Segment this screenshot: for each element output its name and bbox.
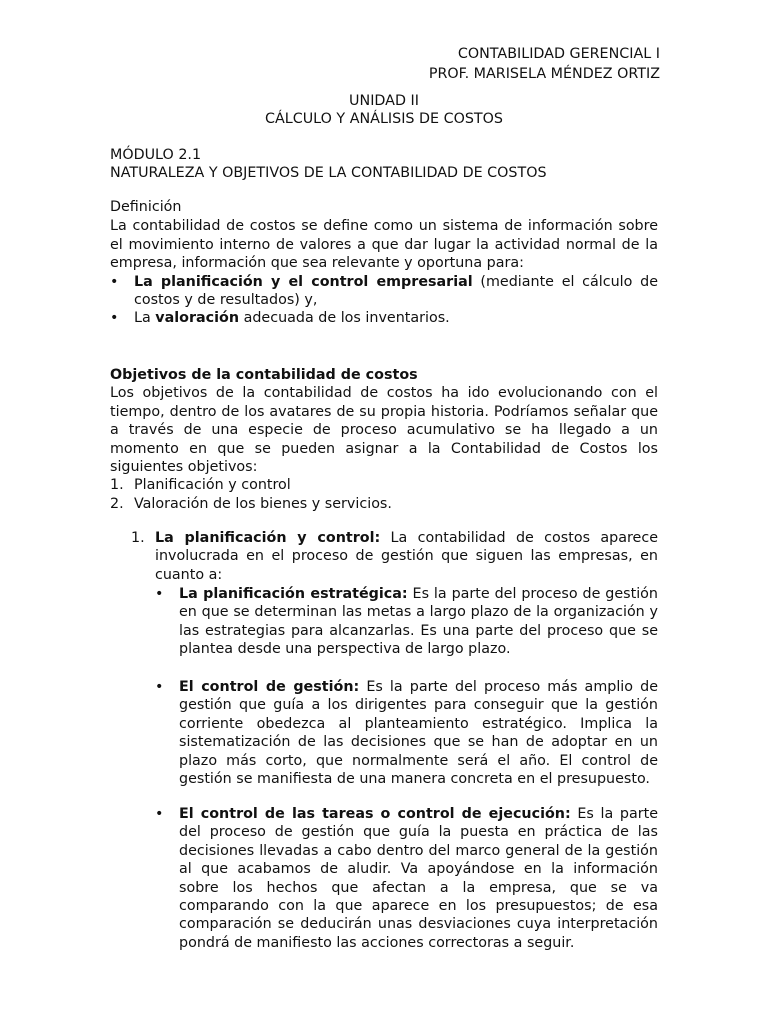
subitem-bold: El control de las tareas o control de ejecución: [179, 806, 571, 822]
module-title: NATURALEZA Y OBJETIVOS DE LA CONTABILIDAD DE COSTOS [110, 165, 547, 181]
list-number: 1. [110, 477, 124, 494]
bullet-text: La [134, 310, 156, 327]
planning-subitem [155, 678, 658, 788]
objectives-section [110, 366, 658, 513]
subitem-text: Es la parte del proceso de gestión en que se determinan las metas a largo plazo de la organización y las estrategias para alcanzarlas. Es una parte del proceso que se plantea desde una perspectiva de largo plazo. [179, 586, 658, 658]
bullet-text: (mediante el cálculo de costos y de resultados) y, [134, 273, 658, 309]
unit-title: CÁLCULO Y ANÁLISIS DE COSTOS [264, 111, 503, 127]
module-heading [110, 146, 658, 182]
definition-bullet [110, 273, 658, 310]
bullet-icon: • [110, 273, 119, 290]
subitem-text: Es la parte del proceso de gestión que guía la puesta en práctica de las decisiones llevadas a cabo dentro del marco general de la gestión al que acabamos de aludir. Va apoyándose en la información sobre los hechos que afectan a la empresa, que se va comparando con la que aparece en los presupuestos; de esa comparación se deducirán unas desviaciones cuya interpretación pondrá de manifiesto las acciones correctoras a seguir. [179, 806, 658, 951]
list-item-text: Planificación y control [134, 477, 291, 494]
definition-text: La contabilidad de costos se define como un sistema de información sobre el movimiento interno de valores a que dar lugar la actividad normal de la empresa, información que sea relevante y oportuna para: [110, 218, 658, 272]
document-header [429, 44, 660, 84]
bullet-icon: • [155, 679, 164, 695]
list-number: 2. [110, 495, 124, 512]
professor-name: PROF. MARISELA MÉNDEZ ORTIZ [428, 66, 660, 82]
bullet-bold-text: La planificación y el control empresarial [134, 273, 473, 290]
subitem-text: Es la parte del proceso más amplio de gestión que guía a los dirigentes para conseguir que la gestión corriente obedezca al planteamiento estratégico. Implica la sistematización de las decisiones que se han de adoptar en un plazo más corto, que normalmente será el año. El control de gestión se manifiesta de una manera concreta en el presupuesto. [179, 679, 658, 788]
definition-section [110, 198, 658, 328]
planning-text: La contabilidad de costos aparece involucrada en el proceso de gestión que siguen las empresas, en cuanto a: [155, 530, 658, 583]
objectives-heading-text: Objetivos de la contabilidad de costos [110, 367, 418, 383]
list-item-text: Valoración de los bienes y servicios. [134, 495, 392, 512]
bullet-text: adecuada de los inventarios. [239, 310, 450, 327]
planning-subitem [155, 805, 658, 952]
planning-bold: La planificación y control: [155, 530, 381, 546]
definition-bullet [110, 309, 658, 327]
list-item [110, 495, 658, 513]
bullet-icon: • [155, 806, 164, 822]
objectives-heading [110, 366, 658, 384]
objectives-text: Los objetivos de la contabilidad de costos ha ido evolucionando con el tiempo, dentro de los avatares de su propia historia. Podríamos señalar que a través de una especie de proceso acumulativo se ha llegado a un momento en que se pueden asignar a la Contabilidad de Costos los siguientes objetivos: [110, 385, 658, 476]
bullet-icon: • [110, 310, 119, 327]
planning-subitem [155, 585, 658, 659]
module-number: MÓDULO 2.1 [110, 147, 202, 163]
course-title: CONTABILIDAD GERENCIAL I [457, 46, 660, 62]
unit-heading: UNIDAD II [349, 93, 419, 109]
subitem-bold: El control de gestión: [179, 679, 360, 695]
definition-heading: Definición [110, 199, 182, 215]
planning-section [131, 529, 658, 584]
list-item [110, 476, 658, 494]
bullet-icon: • [155, 586, 164, 602]
subitem-bold: La planificación estratégica: [179, 586, 408, 602]
list-number: 1. [131, 530, 145, 546]
bullet-bold-text: valoración [155, 310, 240, 327]
